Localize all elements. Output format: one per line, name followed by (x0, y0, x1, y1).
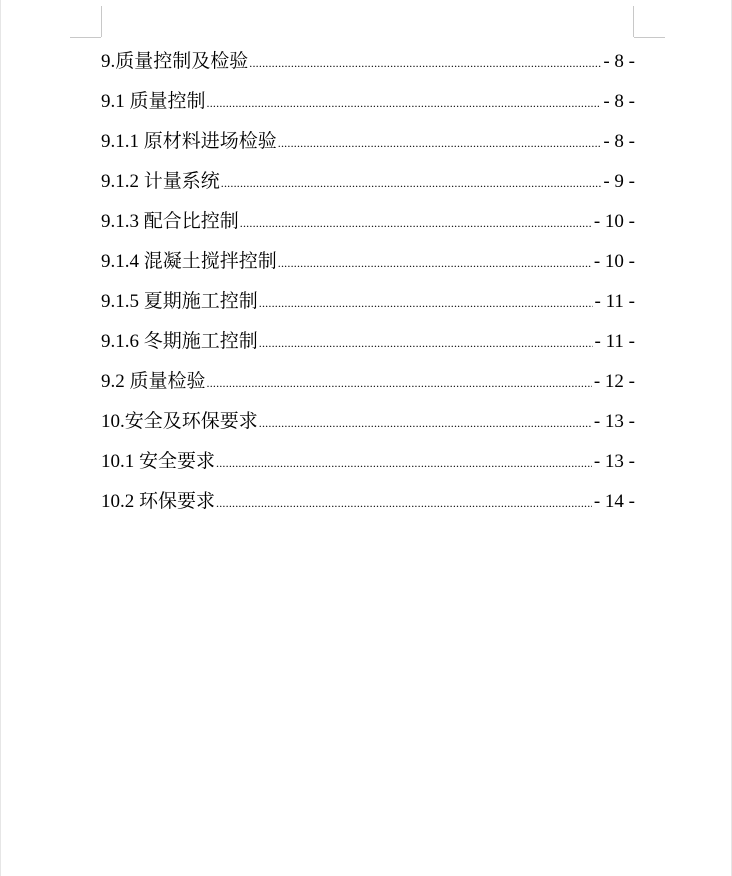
toc-dot-leader (278, 249, 592, 277)
toc-entry[interactable] (101, 128, 635, 168)
toc-entry[interactable] (101, 448, 635, 488)
crop-mark-top-right-vertical (633, 6, 634, 37)
toc-entry[interactable] (101, 488, 635, 528)
toc-entry-title: 10.2 环保要求 (101, 491, 216, 512)
toc-entry-title: 9.质量控制及检验 (101, 51, 249, 72)
toc-entry[interactable] (101, 48, 635, 88)
toc-entry-page: - 11 - (594, 291, 635, 312)
toc-dot-leader (221, 169, 602, 197)
toc-entry[interactable] (101, 288, 635, 328)
toc-entry-page: - 13 - (593, 411, 635, 432)
toc-dot-leader (240, 209, 592, 237)
toc-entry-title: 9.2 质量检验 (101, 371, 206, 392)
toc-entry-page: - 9 - (603, 171, 635, 192)
toc-dot-leader (259, 409, 592, 437)
toc-entry-page: - 8 - (603, 131, 635, 152)
toc-dot-leader (207, 369, 592, 397)
toc-dot-leader (249, 49, 601, 77)
page-edge-left (0, 0, 1, 876)
toc-dot-leader (259, 329, 593, 357)
toc-entry-page: - 12 - (593, 371, 635, 392)
toc-entry-page: - 10 - (593, 211, 635, 232)
toc-entry[interactable] (101, 88, 635, 128)
toc-entry-title: 9.1 质量控制 (101, 91, 206, 112)
toc-dot-leader (278, 129, 602, 157)
toc-entry-page: - 13 - (593, 451, 635, 472)
toc-entry-page: - 14 - (593, 491, 635, 512)
toc-entry-title: 9.1.4 混凝土搅拌控制 (101, 251, 277, 272)
toc-entry-page: - 11 - (594, 331, 635, 352)
toc-entry[interactable] (101, 328, 635, 368)
crop-mark-top-left-vertical (101, 6, 102, 37)
toc-dot-leader (216, 489, 592, 517)
crop-mark-top-left-horizontal (70, 37, 101, 38)
toc-entry-title: 9.1.5 夏期施工控制 (101, 291, 258, 312)
toc-entry-title: 10.1 安全要求 (101, 451, 216, 472)
toc-entry-page: - 8 - (603, 91, 635, 112)
toc-entry[interactable] (101, 368, 635, 408)
toc-entry-page: - 10 - (593, 251, 635, 272)
toc-entry[interactable] (101, 168, 635, 208)
toc-entry-page: - 8 - (603, 51, 635, 72)
toc-entry-title: 9.1.6 冬期施工控制 (101, 331, 258, 352)
toc-entry[interactable] (101, 248, 635, 288)
toc-dot-leader (216, 449, 592, 477)
toc-entry-title: 9.1.2 计量系统 (101, 171, 220, 192)
crop-mark-top-right-horizontal (634, 37, 665, 38)
toc-entry-title: 9.1.1 原材料进场检验 (101, 131, 277, 152)
toc-dot-leader (259, 289, 593, 317)
toc-entry-title: 10.安全及环保要求 (101, 411, 258, 432)
toc-entry[interactable] (101, 208, 635, 248)
table-of-contents (101, 48, 635, 528)
toc-entry-title: 9.1.3 配合比控制 (101, 211, 239, 232)
toc-entry[interactable] (101, 408, 635, 448)
toc-dot-leader (207, 89, 602, 117)
